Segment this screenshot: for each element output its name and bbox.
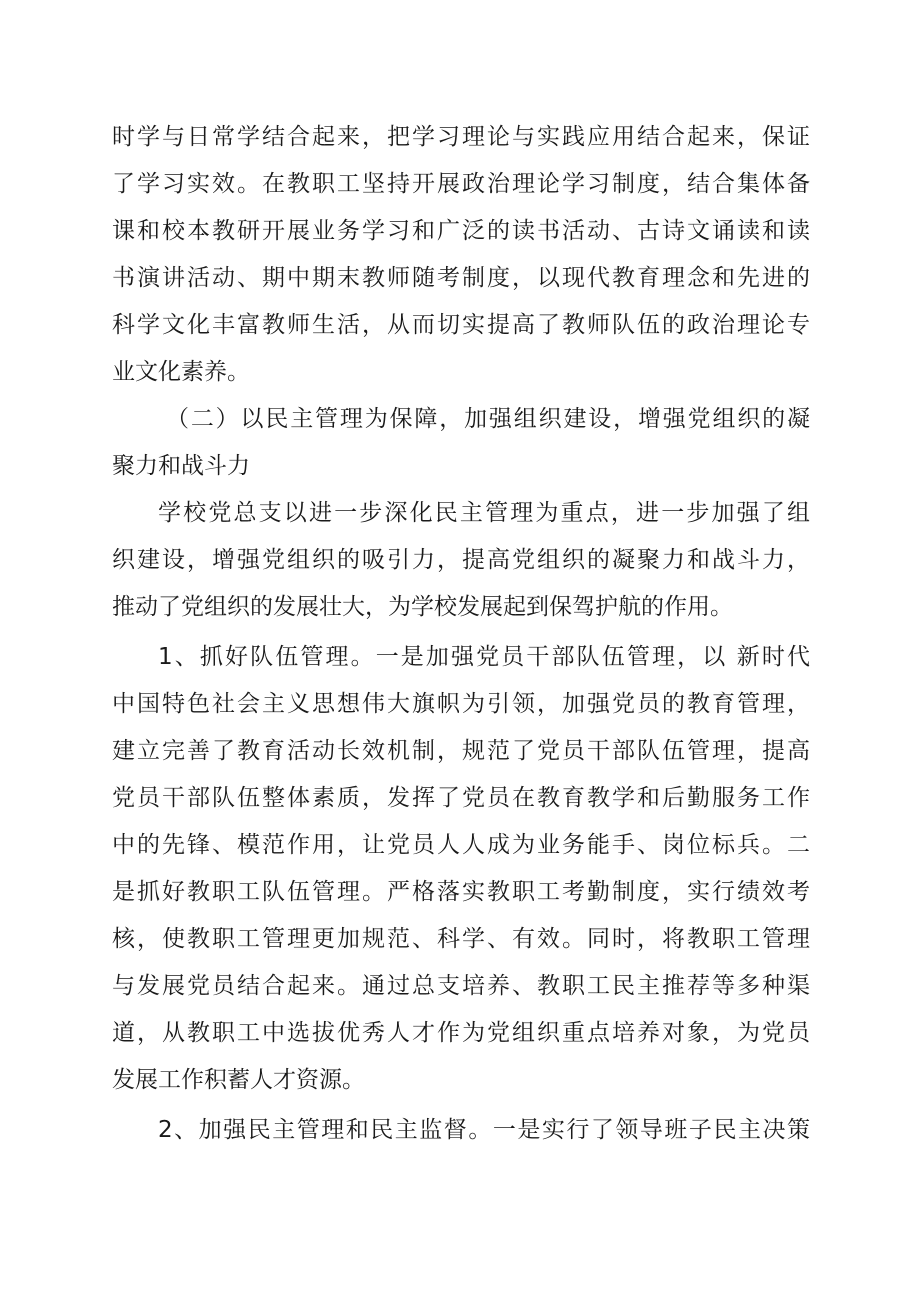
paragraph-team-management [112, 634, 810, 1104]
text-line: 科学文化丰富教师生活，从而切实提高了教师队伍的政治理论专 [112, 312, 810, 338]
text-line: 了学习实效。在教职工坚持开展政治理论学习制度，结合集体备 [112, 171, 810, 197]
text-line: 党员干部队伍整体素质，发挥了党员在教育教学和后勤服务工作 [112, 785, 810, 811]
text-line: 中国特色社会主义思想伟大旗帜为引领，加强党员的教育管理， [112, 691, 810, 717]
paragraph-study-practice [112, 114, 810, 396]
text-line: 道，从教职工中选拔优秀人才作为党组织重点培养对象，为党员 [112, 1020, 810, 1046]
document-body [112, 114, 810, 1154]
text-line: 2、加强民主管理和民主监督。一是实行了领导班子民主决策 [158, 1117, 810, 1143]
text-line: 核，使教职工管理更加规范、科学、有效。同时，将教职工管理 [112, 926, 810, 952]
text-line: 时学与日常学结合起来，把学习理论与实践应用结合起来，保证 [112, 124, 810, 150]
heading-line: （二）以民主管理为保障，加强组织建设，增强党组织的凝 [166, 406, 810, 432]
text-line: 与发展党员结合起来。通过总支培养、教职工民主推荐等多种渠 [112, 973, 810, 999]
paragraph-party-branch [112, 490, 810, 631]
text-line: 1、抓好队伍管理。一是加强党员干部队伍管理，以 新时代 [158, 644, 810, 670]
text-line: 建立完善了教育活动长效机制，规范了党员干部队伍管理，提高 [112, 738, 810, 764]
text-line: 织建设，增强党组织的吸引力，提高党组织的凝聚力和战斗力， [112, 547, 810, 573]
text-line: 学校党总支以进一步深化民主管理为重点，进一步加强了组 [158, 500, 810, 526]
text-line: 推动了党组织的发展壮大，为学校发展起到保驾护航的作用。 [112, 594, 733, 620]
text-line: 中的先锋、模范作用，让党员人人成为业务能手、岗位标兵。二 [112, 832, 810, 858]
text-line: 业文化素养。 [112, 359, 250, 385]
heading-line: 聚力和战斗力 [112, 453, 250, 479]
text-line: 发展工作积蓄人才资源。 [112, 1067, 365, 1093]
text-line: 书演讲活动、期中期末教师随考制度，以现代教育理念和先进的 [112, 265, 810, 291]
text-line: 课和校本教研开展业务学习和广泛的读书活动、古诗文诵读和读 [112, 218, 810, 244]
paragraph-democratic-supervision [112, 1107, 810, 1154]
section-heading-democratic-management [112, 396, 810, 490]
text-line: 是抓好教职工队伍管理。严格落实教职工考勤制度，实行绩效考 [112, 879, 810, 905]
